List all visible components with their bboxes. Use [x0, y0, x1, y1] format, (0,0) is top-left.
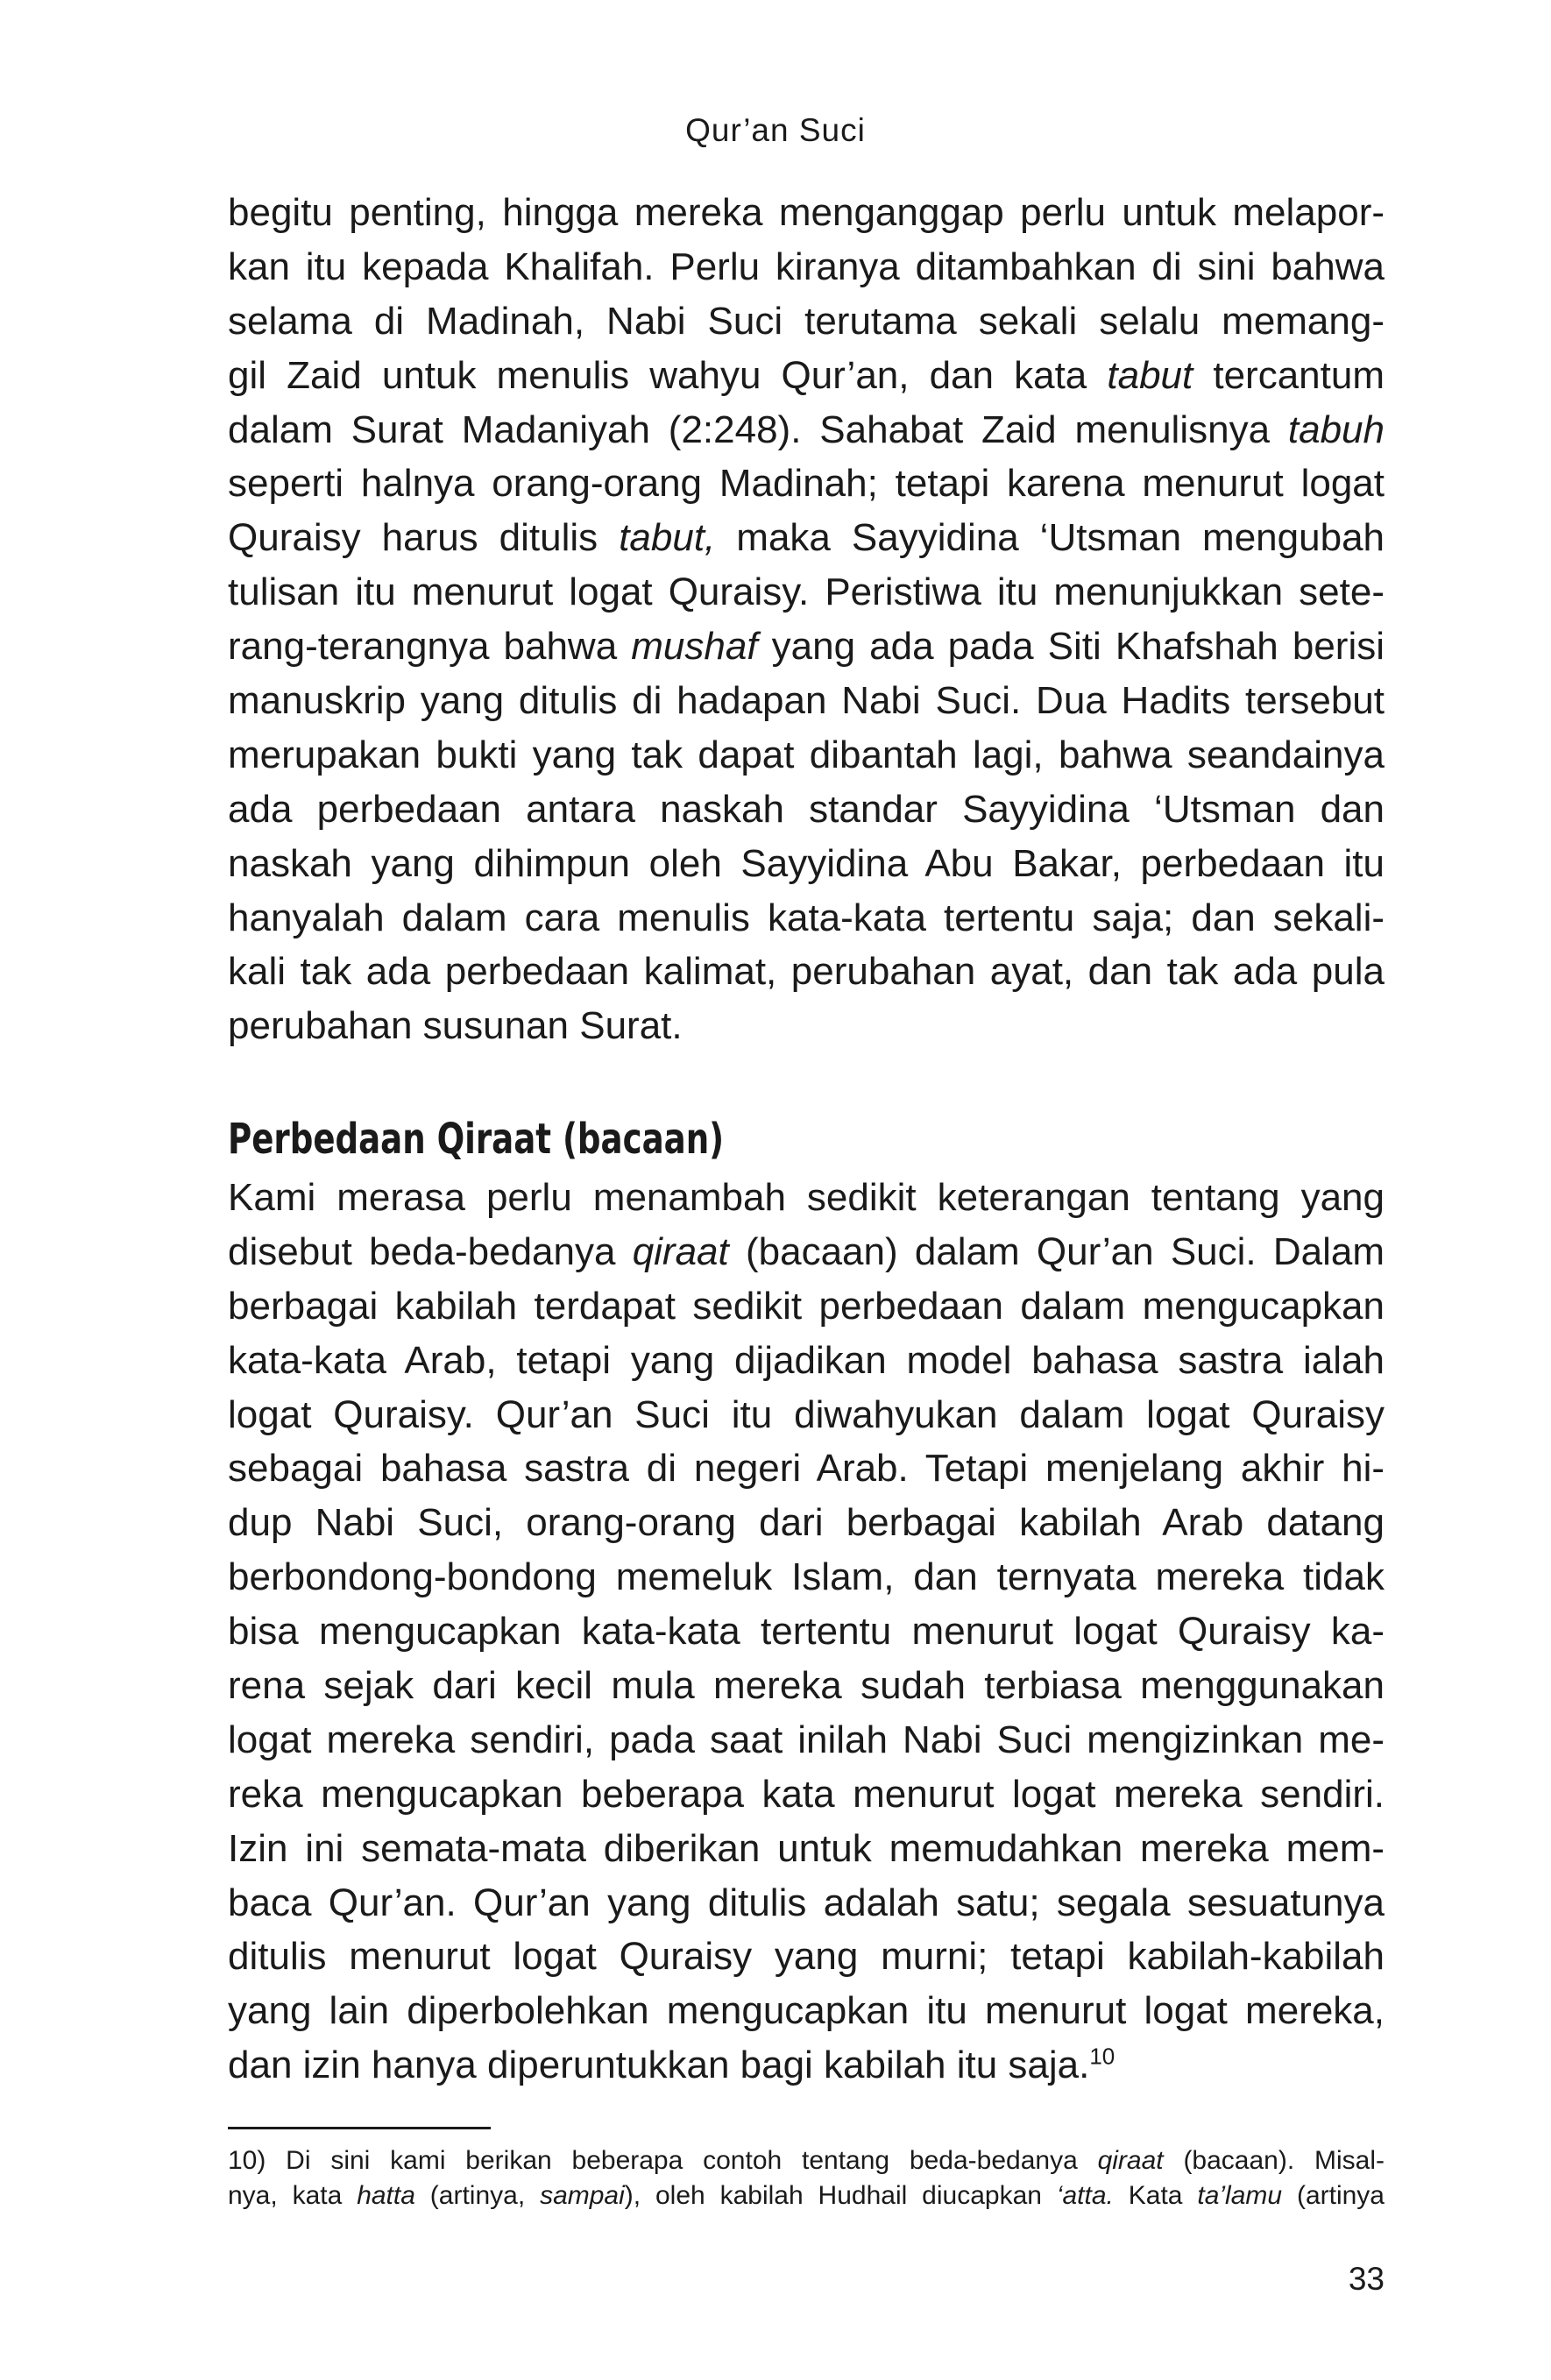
italic-term: hatta [357, 2181, 415, 2210]
text-line: seperti halnya orang-orang Madinah; tetapi karena menurut logat [228, 462, 1385, 506]
text-line: baca Qur’an. Qur’an yang ditulis adalah satu; segala sesuatunya [228, 1881, 1385, 1924]
italic-term: tabut [1107, 353, 1193, 397]
text-line: kan itu kepada Khalifah. Perlu kiranya ditambahkan di sini bahwa [228, 244, 1385, 288]
footnote-divider [228, 2127, 491, 2129]
text-line: berbondong-bondong memeluk Islam, dan ternyata mereka tidak [228, 1555, 1385, 1599]
text-line: rang-terangnya bahwa mushaf yang ada pada Siti Khafshah berisi [228, 625, 1385, 669]
text-line: rena sejak dari kecil mula mereka sudah terbiasa menggunakan [228, 1664, 1385, 1708]
italic-term: qiraat [1097, 2146, 1164, 2175]
text-line: begitu penting, hingga mereka menganggap perlu untuk melapor- [228, 191, 1385, 234]
text-line: Quraisy harus ditulis tabut, maka Sayyidina ‘Utsman mengubah [228, 516, 1385, 560]
text-line: hanyalah dalam cara menulis kata-kata tertentu saja; dan sekali- [228, 896, 1385, 939]
text-line: perubahan susunan Surat. [228, 1004, 683, 1048]
footnote-line: nya, kata hatta (artinya, sampai), oleh kabilah Hudhail diucapkan ‘atta. Kata ta’lamu (artinya [228, 2181, 1385, 2210]
footnote-reference[interactable]: 10 [1089, 2043, 1115, 2070]
text-line: yang lain diperbolehkan mengucapkan itu menurut logat mereka, [228, 1989, 1385, 2033]
text-line: logat mereka sendiri, pada saat inilah Nabi Suci mengizinkan me- [228, 1718, 1385, 1761]
text-line: Kami merasa perlu menambah sedikit keterangan tentang yang [228, 1176, 1385, 1219]
text-line: berbagai kabilah terdapat sedikit perbedaan dalam mengucapkan [228, 1284, 1385, 1328]
text-line: manuskrip yang ditulis di hadapan Nabi Suci. Dua Hadits tersebut [228, 679, 1385, 723]
italic-term: ‘atta. [1056, 2181, 1114, 2210]
paragraph-mushaf-history [228, 186, 1385, 1053]
text-line: bisa mengucapkan kata-kata tertentu menurut logat Quraisy ka- [228, 1610, 1385, 1654]
text-line: logat Quraisy. Qur’an Suci itu diwahyukan dalam logat Quraisy [228, 1392, 1385, 1436]
paragraph-qiraat [228, 1171, 1385, 2093]
text-line: kali tak ada perbedaan kalimat, perubahan ayat, dan tak ada pula [228, 950, 1385, 994]
section-heading: Perbedaan Qiraat (bacaan) [228, 1115, 725, 1164]
italic-term: tabut, [619, 516, 716, 560]
text-line: dalam Surat Madaniyah (2:248). Sahabat Zaid menulisnya tabuh [228, 407, 1385, 451]
text-line: dan izin hanya diperuntukkan bagi kabilah itu saja.$^{10}$ [228, 2043, 1115, 2087]
text-line: naskah yang dihimpun oleh Sayyidina Abu Bakar, perbedaan itu [228, 841, 1385, 885]
text-line: kata-kata Arab, tetapi yang dijadikan model bahasa sastra ialah [228, 1338, 1385, 1382]
text-line: sebagai bahasa sastra di negeri Arab. Tetapi menjelang akhir hi- [228, 1447, 1385, 1491]
footnote-line: 10) Di sini kami berikan beberapa contoh tentang beda-bedanya qiraat (bacaan). Misal- [228, 2146, 1385, 2175]
text-line: gil Zaid untuk menulis wahyu Qur’an, dan kata tabut tercantum [228, 353, 1385, 397]
text-line: Izin ini semata-mata diberikan untuk memudahkan mereka mem- [228, 1826, 1385, 1870]
italic-term: tabuh [1287, 407, 1385, 451]
text-line: ditulis menurut logat Quraisy yang murni; tetapi kabilah-kabilah [228, 1935, 1385, 1979]
italic-term: ta’lamu [1197, 2181, 1283, 2210]
italic-term: mushaf [631, 625, 758, 669]
footnote [228, 2143, 1385, 2214]
text-line: tulisan itu menurut logat Quraisy. Peristiwa itu menunjukkan sete- [228, 570, 1385, 614]
text-line: disebut beda-bedanya qiraat (bacaan) dalam Qur’an Suci. Dalam [228, 1229, 1385, 1273]
italic-term: qiraat [632, 1229, 729, 1273]
page-number: 33 [1348, 2261, 1385, 2297]
italic-term: sampai [540, 2181, 625, 2210]
text-line: ada perbedaan antara naskah standar Sayyidina ‘Utsman dan [228, 787, 1385, 831]
text-line: reka mengucapkan beberapa kata menurut logat mereka sendiri. [228, 1772, 1385, 1816]
text-line: selama di Madinah, Nabi Suci terutama sekali selalu memang- [228, 299, 1385, 343]
running-title: Qur’an Suci [685, 112, 866, 148]
text-line: merupakan bukti yang tak dapat dibantah lagi, bahwa seandainya [228, 733, 1385, 776]
text-line: dup Nabi Suci, orang-orang dari berbagai kabilah Arab datang [228, 1501, 1385, 1545]
